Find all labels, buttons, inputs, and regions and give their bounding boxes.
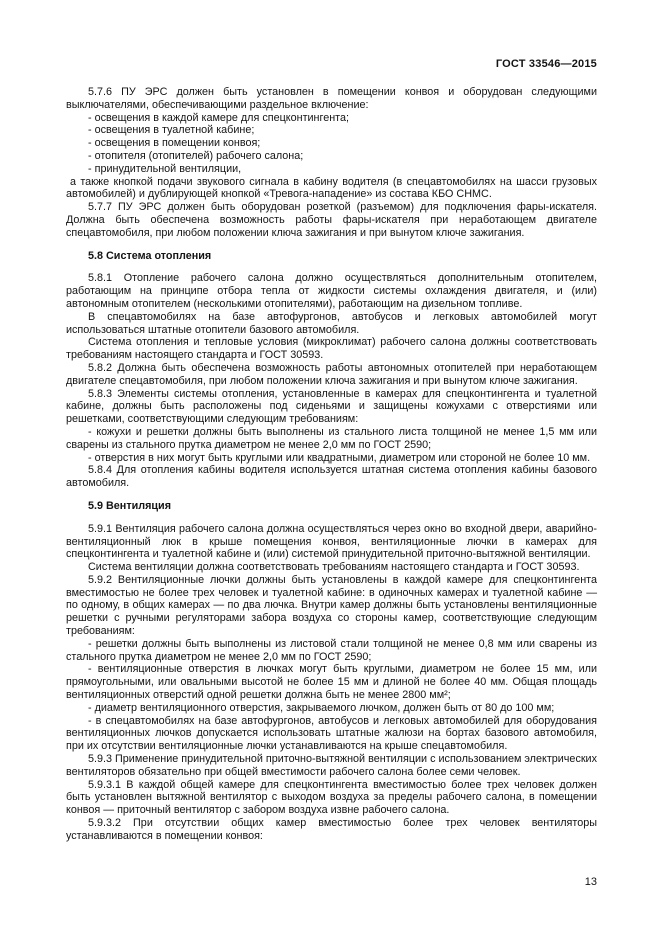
paragraph: - решетки должны быть выполнены из листовой стали толщиной не менее 0,8 мм или сварены из стального прутка диаметром не менее 2,0 мм по ГОСТ 2590;: [66, 637, 597, 663]
paragraph: - принудительной вентиляции,: [88, 162, 242, 175]
section-heading: 5.9 Вентиляция: [88, 499, 171, 512]
paragraph: - освещения в помещении конвоя;: [88, 137, 261, 150]
paragraph: - вентиляционные отверстия в лючках могут быть круглыми, диаметром не более 15 мм, или прямоугольными, или овальными высотой не более 15 мм и длиной не более 40 мм. Общая площадь вентиляционных отверстий одной решетки должна быть не менее 2800 мм²;: [66, 663, 597, 702]
paragraph: - освещения в каждой камере для спецконтингента;: [88, 111, 350, 124]
paragraph: Система отопления и тепловые условия (микроклимат) рабочего салона должны соответствовать требованиям настоящего стандарта и ГОСТ 30593.: [66, 336, 597, 362]
standard-number: ГОСТ 33546—2015: [495, 58, 597, 70]
paragraph: - освещения в туалетной кабине;: [88, 124, 255, 137]
paragraph: - кожухи и решетки должны быть выполнены из стального листа толщиной не менее 1,5 мм или сварены из стального прутка диаметром не менее 2,0 мм по ГОСТ 2590;: [66, 425, 597, 451]
paragraph: 5.7.7 ПУ ЭРС должен быть оборудован розеткой (разъемом) для подключения фары-искателя. Должна быть обеспечена возможность работы фары-искателя при неработающем двигателе спецавтомобиля, при любом положении ключа зажигания и при вынутом ключе зажигания.: [66, 201, 597, 239]
paragraph: Система вентиляции должна соответствовать требованиям настоящего стандарта и ГОСТ 30593.: [88, 561, 580, 574]
page-number: 13: [584, 876, 597, 888]
section-heading: 5.8 Система отопления: [88, 249, 212, 262]
paragraph: 5.9.3.2 При отсутствии общих камер вместимостью более трех человек вентиляторы устанавливаются в помещении конвоя:: [66, 817, 597, 842]
document-body: [66, 86, 597, 843]
document-header: [496, 58, 597, 70]
paragraph: 5.8.2 Должна быть обеспечена возможность работы автономных отопителей при неработающем двигателе спецавтомобиля, при любом положении ключа зажигания и при вынутом ключе зажигания.: [66, 361, 597, 387]
paragraph: - в спецавтомобилях на базе автофургонов, автобусов и легковых автомобилей для оборудования вентиляционных лючков допускается использовать штатные жалюзи на бортах базового автомобиля, при их отсутствии вентиляционные лючки устанавливаются на крыше спецавтомобиля.: [66, 714, 597, 753]
paragraph: 5.8.3 Элементы системы отопления, установленные в камерах для спецконтингента и туалетной кабине, должны быть расположены под сиденьями и защищены кожухами с отверстиями или решетками, соответствующими следующим требованиям:: [66, 387, 597, 426]
paragraph: 5.9.3 Применение принудительной приточно-вытяжной вентиляции с использованием электрических вентиляторов обязательно при общей вместимости рабочего салона более семи человек.: [66, 753, 597, 778]
paragraph: 5.9.2 Вентиляционные лючки должны быть установлены в каждой камере для спецконтингента вместимостью не более трех человек и туалетной кабине: в одиночных камерах и туалетной кабине — по одному, в общих камерах — по два лючка. Внутри камер должны быть установлены вентиляционные решетки с ручными регуляторами забора воздуха со стороны камер, соответствующие следующим требованиям:: [66, 573, 597, 638]
paragraph: а также кнопкой подачи звукового сигнала в кабину водителя (в спецавтомобилях на шасси грузовых автомобилей) и дублирующей кнопкой «Тревога-нападение» из состава КБО СНМС.: [66, 175, 597, 201]
paragraph: 5.8.4 Для отопления кабины водителя используется штатная система отопления кабины базового автомобиля.: [66, 464, 597, 490]
paragraph: 5.7.6 ПУ ЭРС должен быть установлен в помещении конвоя и оборудован следующими выключателями, обеспечивающими раздельное включение:: [66, 86, 597, 111]
paragraph: В спецавтомобилях на базе автофургонов, автобусов и легковых автомобилей могут использоваться штатные отопители базового автомобиля.: [66, 310, 597, 336]
paragraph: - отопителя (отопителей) рабочего салона;: [88, 149, 304, 162]
paragraph: - отверстия в них могут быть круглыми или квадратными, диаметром или стороной не более 10 мм.: [88, 451, 591, 464]
paragraph: 5.8.1 Отопление рабочего салона должно осуществляться дополнительным отопителем, работающим на принципе отбора тепла от жидкости системы охлаждения двигателя, и (или) автономным отопителем (несколькими отопителями), работающим на дизельном топливе.: [66, 272, 597, 310]
page-footer: [585, 876, 597, 888]
paragraph: 5.9.3.1 В каждой общей камере для спецконтингента вместимостью более трех человек должен быть установлен вытяжной вентилятор с выходом воздуха за пределы рабочего салона, в помещении конвоя — приточный вентилятор с забором воздуха извне рабочего салона.: [66, 778, 597, 817]
paragraph: 5.9.1 Вентиляция рабочего салона должна осуществляться через окно во входной двери, аварийно-вентиляционный люк в крыше помещения конвоя, вентиляционные лючки в камерах для спецконтингента и туалетной кабине и (или) системой принудительной приточно-вытяжной вентиляции.: [66, 522, 597, 561]
paragraph: - диаметр вентиляционного отверстия, закрываемого лючком, должен быть от 80 до 100 мм;: [88, 701, 555, 714]
